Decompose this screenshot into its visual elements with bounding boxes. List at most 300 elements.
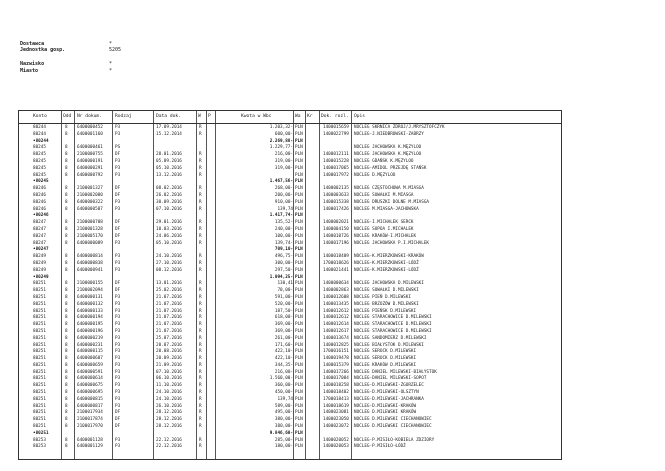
cell-konto: 80251 <box>33 417 46 423</box>
cell-konto: 80251 <box>33 376 46 382</box>
cell-nr-dok: 6400000291 <box>77 165 103 171</box>
cell-dok-rozl: 1400012825 <box>323 342 349 348</box>
cell-rodzaj: DF <box>115 192 121 198</box>
cell-data: 28.12.2016 <box>156 410 182 416</box>
cell-rodzaj: PS <box>115 145 121 151</box>
cell-nr-dok: 2100002080 <box>77 192 103 198</box>
cell-data: 30.09.2016 <box>156 199 182 205</box>
col-header-kwota: Kwota w Wbc <box>241 114 272 119</box>
cell-rodzaj: DF <box>115 186 121 192</box>
cell-konto: 80246 <box>33 192 46 198</box>
cell-nr-dok: 6400000196 <box>77 328 103 334</box>
cell-rodzaj: DF <box>115 417 121 423</box>
cell-kwota: 360,00- <box>274 383 293 389</box>
cell-kwota: 496,75- <box>274 254 293 260</box>
table-row <box>19 356 561 363</box>
cell-waluta: PLN <box>295 247 303 253</box>
cell-opis: NOCLEG PIEŃ D.MILEWSKI <box>354 294 411 300</box>
cell-waluta: PLN <box>295 172 303 178</box>
cell-opis: NOCLEG-K.MIERZKOWSKI-KRAKÓW <box>354 254 424 260</box>
cell-odd: 8 <box>65 172 68 178</box>
cell-nr-dok: 2100005170 <box>77 233 103 239</box>
cell-w: R <box>199 281 202 287</box>
cell-data: 20.07.2016 <box>156 342 182 348</box>
cell-konto: • 80251 <box>33 431 49 438</box>
cell-rodzaj: P3 <box>115 328 121 334</box>
cell-rodzaj: P3 <box>115 369 121 375</box>
cell-odd: 8 <box>65 403 68 409</box>
cell-nr-dok: 6400000817 <box>77 403 103 409</box>
col-header-opis: Opis <box>354 114 366 119</box>
cell-waluta: PLN <box>295 220 303 226</box>
cell-waluta: PLN <box>295 145 303 151</box>
header-row-nazwisko <box>20 61 112 67</box>
cell-dok-rozl: 1400018409 <box>323 254 349 260</box>
cell-kwota: 380,00- <box>274 417 293 423</box>
cell-rodzaj: P3 <box>115 125 121 130</box>
cell-dok-rozl: 1400020052 <box>323 437 349 443</box>
cell-rodzaj: P3 <box>115 294 121 300</box>
cell-w: R <box>199 199 202 205</box>
cell-odd: 8 <box>65 383 68 389</box>
cell-konto: 80247 <box>33 240 46 246</box>
cell-dok-rozl: 1400012612 <box>323 308 349 314</box>
cell-kwota: 70,00- <box>277 288 293 294</box>
table-row <box>19 444 561 451</box>
cell-dok-rozl: 1400015379 <box>323 362 349 368</box>
cell-dok-rozl: 1400017065 <box>323 165 349 171</box>
cell-waluta: PLN <box>295 328 303 334</box>
cell-dok-rozl: 1400003633 <box>323 192 349 198</box>
cell-kwota: 1.094,25- <box>269 274 293 280</box>
col-header-konto: Konto <box>33 114 47 119</box>
cell-rodzaj: P3 <box>115 158 121 164</box>
cell-waluta: PLN <box>295 199 303 205</box>
col-header-nr: Nr dokum. <box>77 114 102 119</box>
cell-nr-dok: 6400000194 <box>77 315 103 321</box>
cell-waluta: PLN <box>295 125 303 130</box>
cell-data: 13.12.2016 <box>156 172 182 178</box>
cell-rodzaj: P3 <box>115 199 121 205</box>
cell-kwota: 297,50- <box>274 267 293 273</box>
cell-opis: NOCLEG GDAŃSK K.MĘZYLOO <box>354 158 414 164</box>
cell-data: 21.07.2016 <box>156 328 182 334</box>
cell-konto: 80249 <box>33 267 46 273</box>
cell-dok-rozl: 1400012612 <box>323 315 349 321</box>
cell-kwota: 589,00- <box>274 403 293 409</box>
cell-dok-rozl: 1400023081 <box>323 410 349 416</box>
cell-kwota: 344,35- <box>274 362 293 368</box>
cell-konto: 80245 <box>33 152 46 158</box>
cell-odd: 8 <box>65 192 68 198</box>
table-row <box>19 152 561 159</box>
cell-waluta: PLN <box>295 424 303 430</box>
cell-w: R <box>199 220 202 226</box>
cell-waluta: PLN <box>295 315 303 321</box>
cell-odd: 8 <box>65 424 68 430</box>
header-row-jednostka <box>20 47 121 53</box>
header-label: Dostawca <box>20 41 45 47</box>
cell-data: 05.10.2016 <box>156 240 182 246</box>
cell-odd: 8 <box>65 322 68 328</box>
cell-rodzaj: DF <box>115 233 121 239</box>
cell-konto: 80251 <box>33 390 46 396</box>
cell-data: 20.08.2016 <box>156 349 182 355</box>
cell-dok-rozl: 1400012111 <box>323 152 349 158</box>
cell-odd: 8 <box>65 288 68 294</box>
cell-rodzaj: DF <box>115 281 121 287</box>
cell-waluta: PLN <box>295 186 303 192</box>
cell-konto: 80247 <box>33 233 46 239</box>
cell-w: R <box>199 226 202 232</box>
cell-rodzaj: P3 <box>115 396 121 402</box>
cell-rodzaj: DF <box>115 424 121 430</box>
cell-data: 24.10.2016 <box>156 396 182 402</box>
cell-opis: NOCLEG SEROCK D.MILEWSKI <box>354 349 417 355</box>
cell-konto: 80249 <box>33 254 46 260</box>
cell-nr-dok: 6400000941 <box>77 267 103 273</box>
table-row <box>19 186 561 193</box>
cell-kwota: 1.467,56- <box>269 179 293 185</box>
cell-waluta: PLN <box>295 349 303 355</box>
cell-dok-rozl: 1400012617 <box>323 328 349 334</box>
cell-konto: 80251 <box>33 315 46 321</box>
cell-odd: 8 <box>65 342 68 348</box>
cell-nr-dok: 6400000815 <box>77 396 103 402</box>
table-row <box>19 132 561 139</box>
col-header-w: W <box>198 114 201 119</box>
cell-opis: NOCLEG-I.MICHALEK SERCK <box>354 220 414 226</box>
table-body <box>19 125 561 451</box>
cell-w: R <box>199 349 202 355</box>
cell-dok-rozl: 1700018626 <box>323 260 349 266</box>
cell-waluta: PLN <box>295 430 303 436</box>
cell-kwota: 1.229,77- <box>269 145 293 151</box>
table-row <box>19 336 561 343</box>
cell-kwota: 600,00- <box>274 131 293 137</box>
cell-dok-rozl: 1400020053 <box>323 444 349 450</box>
cell-nr-dok: 6400000115 <box>77 349 103 355</box>
cell-dok-rozl: 1400015228 <box>323 158 349 164</box>
cell-waluta: PLN <box>295 192 303 198</box>
cell-konto: • 80245 <box>33 179 49 186</box>
cell-odd: 8 <box>65 226 68 232</box>
table-row <box>19 322 561 329</box>
cell-w: R <box>199 158 202 164</box>
cell-kwota: 495,00- <box>274 410 293 416</box>
table-row <box>19 234 561 241</box>
cell-dok-rozl: 1400018402 <box>323 390 349 396</box>
cell-opis: NOCLEG JACHOWSKA K.MĘZYLOO <box>354 152 422 158</box>
cell-odd: 8 <box>65 417 68 423</box>
cell-opis: NOCLEG-D.MILEWSKI-KRAKÓW <box>354 403 417 409</box>
cell-opis: NOCLEG D.MILEWSKI CIECHANOWIEC <box>354 424 432 430</box>
cell-kwota: 285,00- <box>274 437 293 443</box>
cell-kwota: 240,00- <box>274 226 293 232</box>
cell-dok-rozl: 1400023050 <box>323 417 349 423</box>
cell-opis: NOCLEG-J.NIEDBROWSKI-ZABRZY <box>354 131 424 137</box>
cell-kwota: 1.417,74- <box>269 213 293 219</box>
cell-waluta: PLN <box>295 165 303 171</box>
cell-rodzaj: P3 <box>115 362 121 368</box>
cell-dok-rozl: 1400017084 <box>323 376 349 382</box>
cell-data: 10.03.2016 <box>156 226 182 232</box>
cell-w: R <box>199 322 202 328</box>
cell-dok-rozl: 1700016151 <box>323 349 349 355</box>
table-row <box>19 302 561 309</box>
cell-odd: 8 <box>65 158 68 164</box>
cell-kwota: 369,00- <box>274 328 293 334</box>
cell-data: 26.02.2016 <box>156 192 182 198</box>
table-row <box>19 397 561 404</box>
cell-waluta: PLN <box>295 152 303 158</box>
cell-kwota: 187,50- <box>274 308 293 314</box>
cell-odd: 8 <box>65 145 68 151</box>
cell-rodzaj: P3 <box>115 260 121 266</box>
cell-odd: 8 <box>65 165 68 171</box>
table-row <box>19 193 561 200</box>
cell-opis: NOCLEG-K.MIERZKOWSKI-LÓDŹ <box>354 260 419 266</box>
cell-w: R <box>199 417 202 423</box>
cell-konto: 80251 <box>33 301 46 307</box>
cell-nr-dok: 6400001129 <box>77 444 103 450</box>
cell-nr-dok: 6400000322 <box>77 199 103 205</box>
cell-konto: • 80249 <box>33 275 49 282</box>
cell-kwota: 268,00- <box>274 186 293 192</box>
cell-konto: 80251 <box>33 288 46 294</box>
cell-nr-dok: 6400000587 <box>77 206 103 212</box>
cell-nr-dok: 6400000452 <box>77 125 103 130</box>
cell-w: R <box>199 315 202 321</box>
col-header-dok: Dok. rozl. <box>321 114 349 119</box>
cell-dok-rozl: 1400002135 <box>323 186 349 192</box>
cell-rodzaj: P3 <box>115 383 121 389</box>
cell-rodzaj: P3 <box>115 322 121 328</box>
cell-odd: 8 <box>65 315 68 321</box>
cell-data: 27.10.2016 <box>156 260 182 266</box>
cell-w: R <box>199 444 202 450</box>
cell-rodzaj: P3 <box>115 376 121 382</box>
cell-konto: 80251 <box>33 281 46 287</box>
col-header-waluta: Wa <box>295 114 301 119</box>
cell-odd: 8 <box>65 444 68 450</box>
cell-odd: 8 <box>65 152 68 158</box>
cell-w: R <box>199 437 202 443</box>
cell-opis: NOCLEG STARACHOWICE D.MILEWSKI <box>354 322 432 328</box>
table-row <box>19 227 561 234</box>
cell-konto: 80245 <box>33 145 46 151</box>
cell-kwota: 180,00- <box>274 444 293 450</box>
cell-dok-rozl: 1400015659 <box>323 125 349 130</box>
cell-opis: NOCLEG DRUSZKI DOLNE M.MIASGA <box>354 199 430 205</box>
cell-nr-dok: 2100002094 <box>77 288 103 294</box>
cell-opis: NOCLEG SKRNICA ZDROJ/J.MRYSZTOFCZYK <box>354 125 445 130</box>
cell-konto: • 80246 <box>33 213 49 220</box>
cell-kwota: 1.203,32- <box>269 125 293 130</box>
group-total-row <box>19 431 561 438</box>
cell-kwota: 380,00- <box>274 424 293 430</box>
cell-opis: NOCLEG D.MĘZYLOO <box>354 172 396 178</box>
cell-kwota: 9.846,60- <box>269 430 293 436</box>
cell-rodzaj: P3 <box>115 131 121 137</box>
cell-waluta: PLN <box>295 179 303 185</box>
cell-nr-dok: 6400000219 <box>77 335 103 341</box>
cell-w: R <box>199 186 202 192</box>
cell-odd: 8 <box>65 349 68 355</box>
cell-rodzaj: DF <box>115 152 121 158</box>
cell-kwota: 618,00- <box>274 315 293 321</box>
cell-opis: NOCLEG JACHOWSKA D.MILEWSKI <box>354 281 424 287</box>
cell-w: R <box>199 383 202 389</box>
cell-data: 06.10.2016 <box>156 376 182 382</box>
cell-nr-dok: 2100001328 <box>77 226 103 232</box>
cell-dok-rozl: 1400010726 <box>323 233 349 239</box>
header-label: Nazwisko <box>20 61 45 67</box>
cell-dok-rozl: 1400002863 <box>323 288 349 294</box>
cell-opis: NOCLEG BIAŁYSTOK D.MILEWSKI <box>354 342 424 348</box>
cell-nr-dok: 6400000089 <box>77 240 103 246</box>
cell-waluta: PLN <box>295 206 303 212</box>
cell-nr-dok: 2100000788 <box>77 220 103 226</box>
cell-waluta: PLN <box>295 294 303 300</box>
table-row <box>19 390 561 397</box>
cell-odd: 8 <box>65 240 68 246</box>
cell-w: R <box>199 362 202 368</box>
cell-nr-dok: 6400000675 <box>77 383 103 389</box>
cell-konto: 80251 <box>33 349 46 355</box>
cell-w: R <box>199 403 202 409</box>
cell-data: 08.12.2016 <box>156 267 182 273</box>
cell-odd: 8 <box>65 220 68 226</box>
header-row-miasto <box>20 68 112 74</box>
cell-odd: 8 <box>65 396 68 402</box>
cell-dok-rozl: 1700018413 <box>323 396 349 402</box>
cell-waluta: PLN <box>295 403 303 409</box>
cell-data: 26.10.2016 <box>156 403 182 409</box>
cell-data: 25.07.2016 <box>156 335 182 341</box>
cell-w: R <box>199 254 202 260</box>
cell-waluta: PLN <box>295 226 303 232</box>
cell-kwota: 591,00- <box>274 294 293 300</box>
cell-waluta: PLN <box>295 308 303 314</box>
cell-opis: NOCLEG M.MIASGA-JACHOWSKA <box>354 206 419 212</box>
cell-konto: 80251 <box>33 396 46 402</box>
cell-kwota: 139,74 <box>277 206 293 212</box>
cell-odd: 8 <box>65 390 68 396</box>
cell-nr-dok: 6400000461 <box>77 145 103 151</box>
cell-data: 21.07.2016 <box>156 294 182 300</box>
cell-dok-rozl: 1400017266 <box>323 369 349 375</box>
cell-waluta: PLN <box>295 322 303 328</box>
cell-w: R <box>199 172 202 178</box>
header-value: * <box>109 68 113 74</box>
cell-nr-dok: 6400000132 <box>77 301 103 307</box>
cell-data: 28.01.2016 <box>156 152 182 158</box>
cell-odd: 8 <box>65 369 68 375</box>
header-value: 5205 <box>109 47 122 53</box>
cell-opis: NOCLEG-AMIDOL PRZEJDĘ STAŃSK <box>354 165 427 171</box>
cell-nr-dok: 6400001128 <box>77 437 103 443</box>
cell-w: R <box>199 424 202 430</box>
cell-opis: NOCLEG DANIEL MILEWSKI-BIAŁYSTOK <box>354 369 437 375</box>
cell-opis: NOCLEG SOPOA I.MICHALEK <box>354 226 414 232</box>
cell-w: R <box>199 152 202 158</box>
cell-data: 21.07.2016 <box>156 315 182 321</box>
cell-opis: NOCLEG PIEŃSK D.MILEWSKI <box>354 308 417 314</box>
cell-w: R <box>199 335 202 341</box>
cell-nr-dok: 6400000614 <box>77 376 103 382</box>
cell-w: R <box>199 376 202 382</box>
cell-odd: 8 <box>65 356 68 362</box>
cell-waluta: PLN <box>295 288 303 294</box>
cell-waluta: PLN <box>295 240 303 246</box>
cell-waluta: PLN <box>295 356 303 362</box>
cell-odd: 8 <box>65 376 68 382</box>
cell-opis: NOCLEG D.MILEWSKI KRAKÓW <box>354 410 417 416</box>
cell-rodzaj: P3 <box>115 240 121 246</box>
cell-opis: NOCLEG STARACHOWICE D.MILEWSKI <box>354 315 432 321</box>
cell-konto: 80244 <box>33 125 46 130</box>
table-row <box>19 200 561 207</box>
cell-rodzaj: DF <box>115 288 121 294</box>
cell-rodzaj: P3 <box>115 165 121 171</box>
cell-rodzaj: P3 <box>115 349 121 355</box>
cell-opis: NOCLEG KRAKÓW-I.MICHALEK <box>354 233 417 239</box>
cell-w: R <box>199 206 202 212</box>
cell-data: 15.12.2014 <box>156 131 182 137</box>
cell-rodzaj: P3 <box>115 342 121 348</box>
cell-data: 29.01.2016 <box>156 220 182 226</box>
cell-w: R <box>199 260 202 266</box>
header-value: * <box>109 41 113 47</box>
cell-waluta: PLN <box>295 335 303 341</box>
cell-w: R <box>199 390 202 396</box>
cell-kwota: 216,00- <box>274 152 293 158</box>
cell-konto: 80251 <box>33 362 46 368</box>
cell-kwota: 422,10- <box>274 349 293 355</box>
cell-konto: 80251 <box>33 294 46 300</box>
cell-data: 20.09.2016 <box>156 356 182 362</box>
cell-waluta: PLN <box>295 342 303 348</box>
table-row <box>19 288 561 295</box>
cell-waluta: PLN <box>295 369 303 375</box>
cell-dok-rozl: 1400018258 <box>323 383 349 389</box>
cell-dok-rozl: 1400015338 <box>323 199 349 205</box>
cell-data: 25.02.2016 <box>156 288 182 294</box>
cell-kwota: 139,74 <box>277 396 293 402</box>
table-row <box>19 220 561 227</box>
cell-waluta: PLN <box>295 362 303 368</box>
cell-konto: 80251 <box>33 383 46 389</box>
cell-konto: 80245 <box>33 158 46 164</box>
cell-odd: 8 <box>65 294 68 300</box>
cell-waluta: PLN <box>295 396 303 402</box>
cell-konto: 80251 <box>33 308 46 314</box>
cell-waluta: PLN <box>295 444 303 450</box>
cell-rodzaj: P3 <box>115 444 121 450</box>
cell-dok-rozl: 1400017426 <box>323 206 349 212</box>
cell-rodzaj: P3 <box>115 267 121 273</box>
cell-opis: NOCLEG D.MILEWSKI CIECHANOWIEC <box>354 417 432 423</box>
cell-opis: NOCLEG-D.MILEWSKI-OLSZTYN <box>354 390 419 396</box>
cell-data: 22.12.2016 <box>156 437 182 443</box>
cell-rodzaj: P3 <box>115 308 121 314</box>
cell-opis: NOCLEG-D.MILEWSKI-JACHRANKA <box>354 396 424 402</box>
cell-data: 21.07.2016 <box>156 301 182 307</box>
cell-nr-dok: 6400000814 <box>77 254 103 260</box>
cell-w: R <box>199 369 202 375</box>
cell-kwota: 520,00- <box>274 301 293 307</box>
